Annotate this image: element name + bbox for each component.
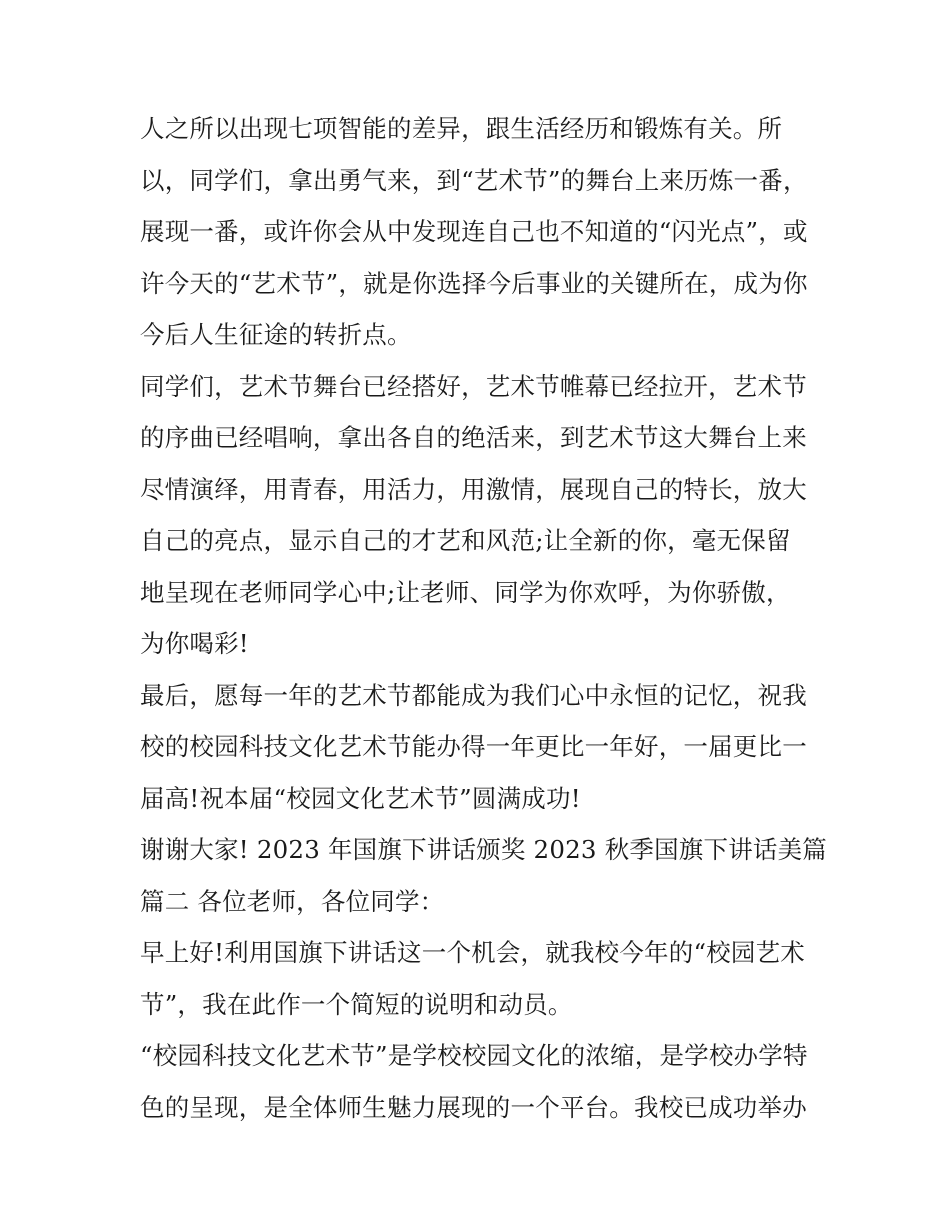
paragraph-intelligence	[140, 103, 830, 361]
text-line: 地呈现在老师同学心中;让老师、同学为你欢呼，为你骄傲，	[140, 577, 791, 607]
text-line: 色的呈现，是全体师生魅力展现的一个平台。我校已成功举办	[140, 1092, 807, 1122]
paragraph-wishes	[140, 670, 830, 825]
text-line: 展现一番，或许你会从中发现连自己也不知道的“闪光点”，或	[140, 217, 808, 246]
text-line: 最后，愿每一年的艺术节都能成为我们心中永恒的记忆，祝我	[140, 680, 807, 710]
text-line: 篇二 各位老师，各位同学：	[140, 886, 445, 916]
text-line: 今后人生征途的转折点。	[140, 320, 412, 349]
text-line: 届高!祝本届“校园文化艺术节”圆满成功!	[140, 783, 581, 813]
text-line: 尽情演绎，用青春，用活力，用激情，展现自己的特长，放大	[140, 474, 807, 504]
text-line: 节”，我在此作一个简短的说明和动员。	[140, 989, 573, 1019]
paragraph-festival-intro	[140, 1030, 830, 1133]
text-line: 的序曲已经唱响，拿出各自的绝活来，到艺术节这大舞台上来	[140, 423, 807, 452]
text-line: 自己的亮点，显示自己的才艺和风范;让全新的你，毫无保留	[140, 526, 791, 555]
text-line: 许今天的“艺术节”，就是你选择今后事业的关键所在，成为你	[140, 268, 808, 298]
paragraph-thanks	[140, 824, 830, 876]
text-line: 早上好!利用国旗下讲话这一个机会，就我校今年的“校园艺术	[140, 938, 805, 967]
text-line: 人之所以出现七项智能的差异，跟生活经历和锻炼有关。所	[140, 114, 783, 143]
text-line: 校的校园科技文化艺术节能办得一年更比一年好，一届更比一	[140, 732, 807, 761]
text-line: 同学们，艺术节舞台已经搭好，艺术节帷幕已经拉开，艺术节	[140, 371, 807, 401]
document-body	[140, 103, 830, 1133]
text-line: 谢谢大家! 2023 年国旗下讲话颁奖 2023 秋季国旗下讲话美篇	[140, 835, 827, 864]
text-line: 为你喝彩!	[140, 629, 249, 658]
text-line: “校园科技文化艺术节”是学校校园文化的浓缩，是学校办学特	[140, 1041, 808, 1070]
paragraph-stage	[140, 361, 830, 670]
text-line: 以，同学们，拿出勇气来，到“艺术节”的舞台上来历炼一番，	[140, 165, 808, 195]
paragraph-good-morning	[140, 927, 830, 1030]
paragraph-section-two-greeting	[140, 876, 830, 928]
